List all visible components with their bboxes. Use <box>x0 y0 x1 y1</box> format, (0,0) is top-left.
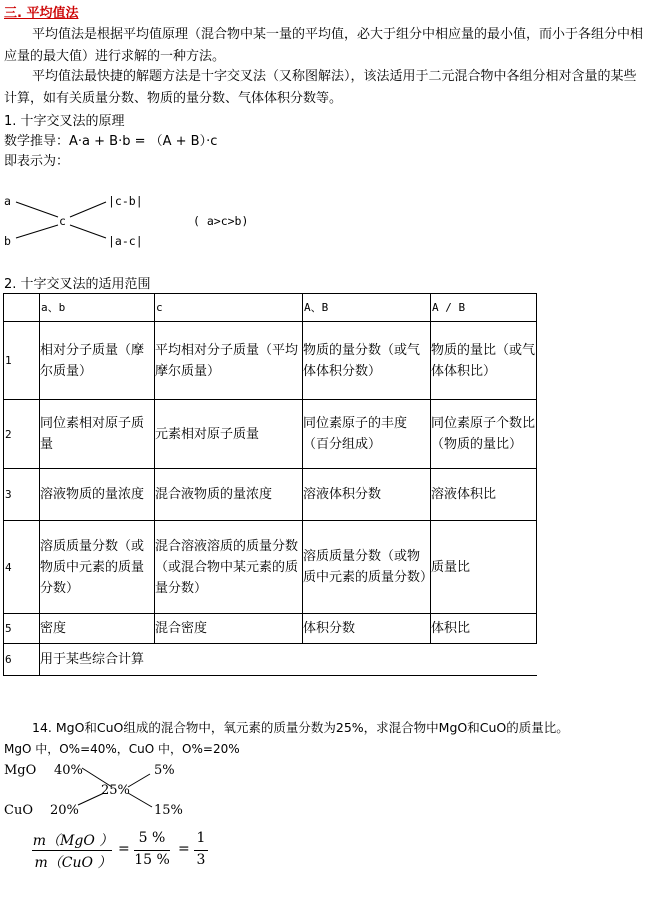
table-cell: 混合密度 <box>155 614 303 644</box>
table-cell: 溶质质量分数（或物质中元素的质量分数） <box>40 521 155 614</box>
table-cell: 体积分数 <box>303 614 431 644</box>
table-cell: 物质的量比（或气体体积比） <box>431 322 537 400</box>
table-header-cell: A / B <box>431 294 537 322</box>
fraction-numerator-2: 5 % <box>138 830 166 846</box>
table-header-cell: A、B <box>303 294 431 322</box>
scope-table <box>3 293 537 676</box>
mgo-value: 40% <box>54 763 83 778</box>
top-right-value: 5% <box>154 763 175 778</box>
example-question: 14. MgO和CuO组成的混合物中，氧元素的质量分数为25%，求混合物中MgO和CuO的质量比。 <box>32 720 569 735</box>
table-cell: 3 <box>4 469 40 521</box>
section-title: 三. 平均值法 <box>4 6 79 21</box>
cross-b: b <box>4 234 11 248</box>
table-cell: 同位素原子的丰度（百分组成） <box>303 400 431 469</box>
table-cell: 质量比 <box>431 521 537 614</box>
table-cell: 体积比 <box>431 614 537 644</box>
table-cell: 混合溶液溶质的质量分数（或混合物中某元素的质量分数） <box>155 521 303 614</box>
table-cell: 同位素原子个数比（物质的量比） <box>431 400 537 469</box>
table-row <box>4 521 537 614</box>
example-given: MgO 中，O%=40%，CuO 中，O%=20% <box>4 742 240 756</box>
fraction-line-2 <box>134 850 170 851</box>
cross-bottom-right: |a-c| <box>108 234 143 248</box>
table-header-cell <box>4 294 40 322</box>
table-cell: 溶液体积比 <box>431 469 537 521</box>
table-cell: 1 <box>4 322 40 400</box>
shown-as-label: 即表示为： <box>4 154 70 169</box>
table-row <box>4 644 537 676</box>
table-cell: 平均相对分子质量（平均摩尔质量） <box>155 322 303 400</box>
center-value: 25% <box>101 783 130 798</box>
table-row <box>4 469 537 521</box>
fraction-denominator-2: 15 % <box>134 852 170 868</box>
fraction-line-3 <box>194 850 208 851</box>
table-header-cell: c <box>155 294 303 322</box>
equals-sign: = <box>118 841 130 857</box>
fraction-numerator-3: 1 <box>196 830 206 846</box>
table-cell: 4 <box>4 521 40 614</box>
table-cell: 用于某些综合计算 <box>40 644 537 676</box>
table-cell: 5 <box>4 614 40 644</box>
fraction-numerator: m（MgO ） <box>32 833 114 849</box>
paragraph-definition: 平均值法是根据平均值原理（混合物中某一量的平均值，必大于组分中相应量的最小值，而小于各组分中相应量的最大值）进行求解的一种方法。 <box>4 27 644 64</box>
cross-top-right: |c-b| <box>108 194 143 208</box>
cross-a: a <box>4 194 11 208</box>
table-cell: 溶液体积分数 <box>303 469 431 521</box>
table-row <box>4 322 537 400</box>
cross-condition: ( a>c>b) <box>193 214 249 228</box>
cross-c: c <box>59 214 66 228</box>
table-header-row <box>4 294 537 322</box>
paragraph-cross-method: 平均值法最快捷的解题方法是十字交叉法（又称图解法），该法适用于二元混合物中各组分相对含量的某些计算，如有关质量分数、物质的量分数、气体体积分数等。 <box>4 69 637 106</box>
subsection-scope: 2. 十字交叉法的适用范围 <box>4 277 151 292</box>
cuo-value: 20% <box>50 803 79 818</box>
derivation-formula: 数学推导：A·a + B·b = （A + B）·c <box>4 134 218 149</box>
table-cell: 同位素相对原子质量 <box>40 400 155 469</box>
subsection-principle: 1. 十字交叉法的原理 <box>4 114 125 129</box>
table-cell: 溶质质量分数（或物质中元素的质量分数） <box>303 521 431 614</box>
fraction-denominator-3: 3 <box>196 852 206 868</box>
cuo-label: CuO <box>4 803 33 818</box>
table-cell: 密度 <box>40 614 155 644</box>
table-cell: 元素相对原子质量 <box>155 400 303 469</box>
table-row <box>4 400 537 469</box>
table-cell: 物质的量分数（或气体体积分数） <box>303 322 431 400</box>
table-header-cell: a、b <box>40 294 155 322</box>
equals-sign-2: = <box>178 841 190 857</box>
mgo-label: MgO <box>4 763 37 778</box>
table-row <box>4 614 537 644</box>
table-cell: 相对分子质量（摩尔质量） <box>40 322 155 400</box>
fraction-line <box>32 850 112 851</box>
fraction-denominator: m（CuO ） <box>34 855 112 871</box>
table-cell: 2 <box>4 400 40 469</box>
bottom-right-value: 15% <box>154 803 183 818</box>
table-cell: 混合液物质的量浓度 <box>155 469 303 521</box>
table-cell: 溶液物质的量浓度 <box>40 469 155 521</box>
table-cell: 6 <box>4 644 40 676</box>
